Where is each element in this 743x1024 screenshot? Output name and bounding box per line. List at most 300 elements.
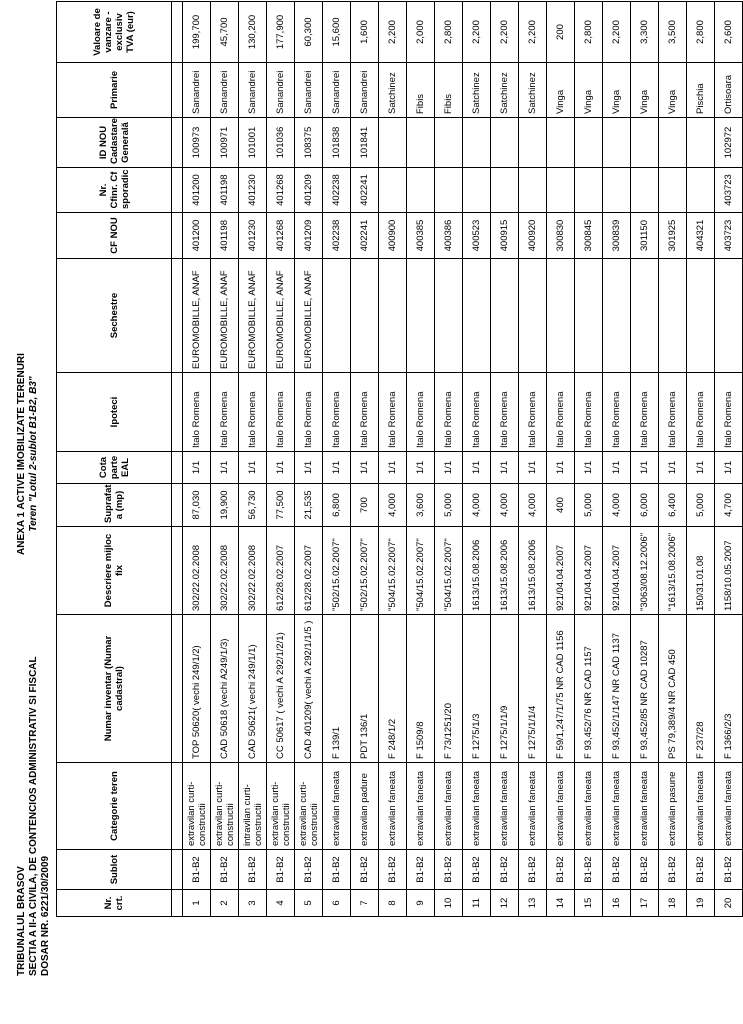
table-cell: 21,535 — [295, 484, 323, 527]
table-cell — [323, 259, 351, 373]
table-cell: F 93,452/1/147 NR CAD 1137 — [603, 615, 631, 763]
column-header: Suprafat a (mp) — [57, 484, 172, 527]
table-cell: PS 79,389/4 NR CAD 450 — [659, 615, 687, 763]
table-cell: CAD 50618 (vechi A249/1/3) — [211, 615, 239, 763]
table-cell: Italo Romena — [183, 373, 211, 452]
table-cell: 403723 — [715, 213, 743, 259]
table-cell: 921/04.04.2007 — [575, 527, 603, 615]
table-cell: Sanandrei — [211, 63, 239, 118]
table-cell: 200 — [547, 2, 575, 63]
table-cell: Italo Romena — [715, 373, 743, 452]
table-cell — [575, 259, 603, 373]
table-cell: 8 — [379, 890, 407, 917]
table-cell: 4,000 — [603, 484, 631, 527]
table-cell: extravilan faneata — [379, 763, 407, 850]
table-cell: 100973 — [183, 118, 211, 168]
table-cell: Satchinez — [379, 63, 407, 118]
table-cell: TOP 50620( vechi 249/1/2) — [183, 615, 211, 763]
table-cell: 60,300 — [295, 2, 323, 63]
table-cell: Italo Romena — [519, 373, 547, 452]
column-header: Ipoteci — [57, 373, 172, 452]
table-cell: Italo Romena — [435, 373, 463, 452]
table-cell: B1-B2 — [351, 850, 379, 890]
table-cell: B1-B2 — [687, 850, 715, 890]
table-cell: 77,500 — [267, 484, 295, 527]
table-cell: 4,700 — [715, 484, 743, 527]
table-cell: Italo Romena — [659, 373, 687, 452]
table-cell — [519, 118, 547, 168]
annex-header — [16, 304, 40, 604]
table-cell — [379, 259, 407, 373]
column-header: Valoare de vanzare - exclusiv TVA (eur) — [57, 2, 172, 63]
table-cell: 612/28.02.2007 — [295, 527, 323, 615]
table-cell: Italo Romena — [631, 373, 659, 452]
assets-table — [56, 1, 743, 917]
table-cell: "504/15.02.2007" — [379, 527, 407, 615]
column-header: Numar inventar (Numar cadastral) — [57, 615, 172, 763]
table-row — [435, 2, 463, 917]
table-cell — [379, 168, 407, 213]
table-cell: 6 — [323, 890, 351, 917]
spacer-row — [172, 2, 183, 917]
table-cell: Italo Romena — [323, 373, 351, 452]
table-cell: 2,600 — [715, 2, 743, 63]
table-cell: 1/1 — [631, 452, 659, 484]
table-cell: Italo Romena — [239, 373, 267, 452]
table-cell: 10 — [435, 890, 463, 917]
table-cell: F 248/1/2 — [379, 615, 407, 763]
column-header: Sechestre — [57, 259, 172, 373]
table-cell: B1-B2 — [435, 850, 463, 890]
table-cell: 1158/10.05.2007 — [715, 527, 743, 615]
table-cell: B1-B2 — [323, 850, 351, 890]
table-cell: Vinga — [575, 63, 603, 118]
table-cell: 1/1 — [435, 452, 463, 484]
table-cell: 1/1 — [183, 452, 211, 484]
table-cell: F 1275/1/1/9 — [491, 615, 519, 763]
court-section: SECTIA A II-A CIVILA, DE CONTENCIOS ADMINISTRATIV SI FISCAL — [28, 656, 39, 976]
table-cell: Ortisoara — [715, 63, 743, 118]
table-cell: 401198 — [211, 213, 239, 259]
table-cell: 4,000 — [463, 484, 491, 527]
table-cell: 401200 — [183, 168, 211, 213]
table-cell — [715, 259, 743, 373]
table-cell: extravilan faneata — [603, 763, 631, 850]
table-cell: extravilan faneata — [715, 763, 743, 850]
table-cell: extravilan faneata — [547, 763, 575, 850]
table-cell: "1613/15.08.2006" — [659, 527, 687, 615]
table-cell: 401230 — [239, 213, 267, 259]
table-cell: 1/1 — [323, 452, 351, 484]
table-cell: 2,800 — [687, 2, 715, 63]
table-cell: 100971 — [211, 118, 239, 168]
table-cell: 108375 — [295, 118, 323, 168]
table-row — [547, 2, 575, 917]
table-cell: 402238 — [323, 213, 351, 259]
table-cell: Vinga — [603, 63, 631, 118]
table-cell: 1/1 — [267, 452, 295, 484]
table-row — [603, 2, 631, 917]
table-cell: 4 — [267, 890, 295, 917]
table-header-row — [57, 2, 172, 917]
table-cell — [687, 168, 715, 213]
table-cell: Sanandrei — [239, 63, 267, 118]
table-cell: "502/15.02.2007" — [323, 527, 351, 615]
table-cell: B1-B2 — [547, 850, 575, 890]
table-cell: Sanandrei — [351, 63, 379, 118]
table-cell: EUROMOBILLE, ANAF — [211, 259, 239, 373]
table-cell — [407, 259, 435, 373]
column-header: Nr. crt. — [57, 890, 172, 917]
table-cell: extravilan faneata — [631, 763, 659, 850]
table-cell: 9 — [407, 890, 435, 917]
table-cell: extravilan faneata — [491, 763, 519, 850]
table-row — [715, 2, 743, 917]
table-cell — [659, 168, 687, 213]
table-cell: 1/1 — [491, 452, 519, 484]
table-cell — [351, 259, 379, 373]
table-cell: Italo Romena — [603, 373, 631, 452]
table-cell: Italo Romena — [351, 373, 379, 452]
table-cell: Sanandrei — [323, 63, 351, 118]
table-cell: Fibis — [407, 63, 435, 118]
table-cell: 19 — [687, 890, 715, 917]
table-cell: CAD 401209( vechi A 292/1/1/5 ) — [295, 615, 323, 763]
table-cell: 5,000 — [435, 484, 463, 527]
table-cell: Satchinez — [463, 63, 491, 118]
table-cell — [603, 259, 631, 373]
table-cell: 301925 — [659, 213, 687, 259]
table-cell: B1-B2 — [295, 850, 323, 890]
table-cell: 401230 — [239, 168, 267, 213]
table-row — [491, 2, 519, 917]
table-cell: B1-B2 — [575, 850, 603, 890]
column-header: Categorie teren — [57, 763, 172, 850]
table-cell: B1-B2 — [715, 850, 743, 890]
table-cell: B1-B2 — [659, 850, 687, 890]
table-cell: 3 — [239, 890, 267, 917]
table-cell: 300845 — [575, 213, 603, 259]
table-cell: 5,000 — [575, 484, 603, 527]
table-cell: Italo Romena — [267, 373, 295, 452]
table-cell: B1-B2 — [491, 850, 519, 890]
table-cell: 150/31.01.08 — [687, 527, 715, 615]
table-cell: Sanandrei — [267, 63, 295, 118]
table-row — [659, 2, 687, 917]
table-cell: 199,700 — [183, 2, 211, 63]
table-cell: EUROMOBILLE, ANAF — [183, 259, 211, 373]
table-cell: Sanandrei — [295, 63, 323, 118]
table-cell: 400915 — [491, 213, 519, 259]
table-cell — [575, 118, 603, 168]
table-cell: Satchinez — [491, 63, 519, 118]
table-cell: Italo Romena — [211, 373, 239, 452]
column-header: Primarie — [57, 63, 172, 118]
table-cell: 16 — [603, 890, 631, 917]
table-cell: 400900 — [379, 213, 407, 259]
table-row — [351, 2, 379, 917]
column-header: ID NOU Cadastare Generală — [57, 118, 172, 168]
column-header: CF NOU — [57, 213, 172, 259]
table-cell — [435, 168, 463, 213]
table-cell — [631, 118, 659, 168]
table-cell: 4,000 — [379, 484, 407, 527]
table-cell: 302/22.02.2008 — [239, 527, 267, 615]
table-cell: 2,200 — [519, 2, 547, 63]
table-cell: 1/1 — [547, 452, 575, 484]
table-cell: B1-B2 — [267, 850, 295, 890]
table-cell: CAD 50621( vechi 249/1/1) — [239, 615, 267, 763]
column-header: Cota parte EAL — [57, 452, 172, 484]
table-cell: "3063/08.12.2006" — [631, 527, 659, 615]
table-cell: 13 — [519, 890, 547, 917]
table-cell: F 93,452/76 NR CAD 1157 — [575, 615, 603, 763]
table-cell: CC 50617 ( vechi A 292/1/2/1) — [267, 615, 295, 763]
table-cell: extravilan faneata — [687, 763, 715, 850]
table-cell: 400920 — [519, 213, 547, 259]
table-cell: Italo Romena — [379, 373, 407, 452]
table-cell: 177,900 — [267, 2, 295, 63]
table-cell — [491, 259, 519, 373]
table-cell — [491, 118, 519, 168]
table-cell: extravilan faneata — [519, 763, 547, 850]
table-cell — [547, 259, 575, 373]
table-cell: EUROMOBILLE, ANAF — [239, 259, 267, 373]
case-number: DOSAR NR. 6221/30/2009 — [40, 855, 51, 976]
table-row — [407, 2, 435, 917]
annex-title: ANEXA 1 ACTIVE IMOBILIZATE TERENURI — [16, 353, 27, 555]
table-cell: "502/15.02.2007" — [351, 527, 379, 615]
table-cell — [603, 168, 631, 213]
table-cell: 6,400 — [659, 484, 687, 527]
table-cell: Italo Romena — [463, 373, 491, 452]
table-cell: extravilan faneata — [575, 763, 603, 850]
table-cell: 3,600 — [407, 484, 435, 527]
column-header: Descriere mijloc fix — [57, 527, 172, 615]
table-cell: 3,500 — [659, 2, 687, 63]
column-header: Sublot — [57, 850, 172, 890]
table-cell: 2,200 — [603, 2, 631, 63]
table-cell: 300839 — [603, 213, 631, 259]
table-cell: B1-B2 — [603, 850, 631, 890]
table-cell: F 1275/1/1/4 — [519, 615, 547, 763]
table-cell: 401209 — [295, 213, 323, 259]
table-cell — [631, 168, 659, 213]
table-cell: 87,030 — [183, 484, 211, 527]
table-cell: F 237/28 — [687, 615, 715, 763]
table-cell: extravilan curti-constructii — [183, 763, 211, 850]
table-cell: 402241 — [351, 213, 379, 259]
table-cell — [435, 118, 463, 168]
table-cell: extravilan curti-constructii — [211, 763, 239, 850]
table-cell — [379, 118, 407, 168]
table-row — [267, 2, 295, 917]
table-cell: 101838 — [323, 118, 351, 168]
table-cell: 1613/15.08.2006 — [491, 527, 519, 615]
table-cell: 6,800 — [323, 484, 351, 527]
table-row — [519, 2, 547, 917]
table-cell: 1/1 — [603, 452, 631, 484]
table-cell: B1-B2 — [631, 850, 659, 890]
table-cell: 1 — [183, 890, 211, 917]
table-cell: 300830 — [547, 213, 575, 259]
table-cell: 403723 — [715, 168, 743, 213]
table-cell: Italo Romena — [295, 373, 323, 452]
table-cell: 101036 — [267, 118, 295, 168]
table-cell: 400386 — [435, 213, 463, 259]
table-cell: 401268 — [267, 168, 295, 213]
table-cell — [463, 118, 491, 168]
column-header: Nr. Cfinr. Cf sporadic — [57, 168, 172, 213]
table-cell: EUROMOBILLE, ANAF — [267, 259, 295, 373]
table-cell: 2,200 — [463, 2, 491, 63]
table-row — [575, 2, 603, 917]
table-cell: 11 — [463, 890, 491, 917]
table-cell: 1/1 — [575, 452, 603, 484]
table-cell — [547, 118, 575, 168]
table-cell: 1/1 — [519, 452, 547, 484]
table-cell: 1/1 — [463, 452, 491, 484]
table-cell: 102972 — [715, 118, 743, 168]
table-cell — [463, 259, 491, 373]
table-row — [463, 2, 491, 917]
table-cell: 12 — [491, 890, 519, 917]
table-cell: Vinga — [631, 63, 659, 118]
court-name: TRIBUNALUL BRASOV — [16, 866, 27, 976]
table-cell: 302/22.02.2008 — [211, 527, 239, 615]
table-cell: extravilan faneata — [323, 763, 351, 850]
table-row — [323, 2, 351, 917]
table-row — [687, 2, 715, 917]
table-cell: PDT 136/1 — [351, 615, 379, 763]
table-row — [631, 2, 659, 917]
table-cell — [463, 168, 491, 213]
table-cell: 401198 — [211, 168, 239, 213]
table-cell: 400 — [547, 484, 575, 527]
table-cell: 101841 — [351, 118, 379, 168]
table-cell — [687, 118, 715, 168]
table-cell: 2,200 — [491, 2, 519, 63]
table-cell: 18 — [659, 890, 687, 917]
table-cell: Italo Romena — [491, 373, 519, 452]
table-cell: 17 — [631, 890, 659, 917]
table-cell — [547, 168, 575, 213]
table-cell — [687, 259, 715, 373]
table-cell — [659, 259, 687, 373]
table-cell: extravilan curti-constructii — [267, 763, 295, 850]
table-cell: 1/1 — [295, 452, 323, 484]
annex-subtitle: Teren "Lotul 2-sublot B1-B2, B3" — [28, 376, 39, 532]
table-cell: 2,200 — [379, 2, 407, 63]
table-cell: 700 — [351, 484, 379, 527]
table-cell: 400385 — [407, 213, 435, 259]
table-cell: 20 — [715, 890, 743, 917]
table-cell: 1/1 — [687, 452, 715, 484]
table-cell: "504/15.02.2007" — [407, 527, 435, 615]
table-cell: 401268 — [267, 213, 295, 259]
court-header — [16, 656, 52, 976]
table-cell: Italo Romena — [575, 373, 603, 452]
table-cell: 15 — [575, 890, 603, 917]
table-cell: 612/28.02.2007 — [267, 527, 295, 615]
table-cell: 4,000 — [519, 484, 547, 527]
table-cell — [631, 259, 659, 373]
table-cell: 19,900 — [211, 484, 239, 527]
table-cell: F 1366/2/3 — [715, 615, 743, 763]
table-cell: 5,000 — [687, 484, 715, 527]
table-cell: Satchinez — [519, 63, 547, 118]
table-cell: 45,700 — [211, 2, 239, 63]
table-cell: 1/1 — [211, 452, 239, 484]
table-cell: "504/15.02.2007" — [435, 527, 463, 615]
table-cell: 56,730 — [239, 484, 267, 527]
table-cell: 921/04.04.2007 — [547, 527, 575, 615]
table-cell — [519, 259, 547, 373]
table-cell: 130,200 — [239, 2, 267, 63]
table-cell: 1/1 — [659, 452, 687, 484]
table-cell: B1-B2 — [407, 850, 435, 890]
table-cell: Vinga — [659, 63, 687, 118]
table-cell — [435, 259, 463, 373]
table-cell: extravilan pasune — [659, 763, 687, 850]
table-cell: 15,600 — [323, 2, 351, 63]
table-cell: 401200 — [183, 213, 211, 259]
table-cell: 7 — [351, 890, 379, 917]
table-cell: F 1275/1/3 — [463, 615, 491, 763]
table-cell: 2,800 — [575, 2, 603, 63]
table-cell: 301150 — [631, 213, 659, 259]
table-cell: 302/22.02.2008 — [183, 527, 211, 615]
table-cell: 1/1 — [407, 452, 435, 484]
table-cell: Vinga — [547, 63, 575, 118]
table-cell: F 1509/8 — [407, 615, 435, 763]
table-cell: B1-B2 — [183, 850, 211, 890]
table-cell: B1-B2 — [379, 850, 407, 890]
table-cell: extravilan padure — [351, 763, 379, 850]
table-cell: extravilan curti-constructii — [295, 763, 323, 850]
table-cell: extravilan faneata — [435, 763, 463, 850]
table-cell: B1-B2 — [239, 850, 267, 890]
table-cell: 921/04.04.2007 — [603, 527, 631, 615]
table-cell: F 139/1 — [323, 615, 351, 763]
table-cell: 1/1 — [239, 452, 267, 484]
table-cell: 1613/15.08.2006 — [519, 527, 547, 615]
table-cell: 1/1 — [715, 452, 743, 484]
table-cell: 1,600 — [351, 2, 379, 63]
table-cell: 4,000 — [491, 484, 519, 527]
table-cell: 404321 — [687, 213, 715, 259]
table-cell: B1-B2 — [463, 850, 491, 890]
table-cell: 402241 — [351, 168, 379, 213]
table-cell: Italo Romena — [407, 373, 435, 452]
table-cell: 401209 — [295, 168, 323, 213]
table-row — [295, 2, 323, 917]
table-cell: F 73/1251/20 — [435, 615, 463, 763]
table-cell — [407, 118, 435, 168]
table-cell: 2,800 — [435, 2, 463, 63]
table-cell: 2 — [211, 890, 239, 917]
table-cell: B1-B2 — [211, 850, 239, 890]
table-row — [211, 2, 239, 917]
table-cell — [491, 168, 519, 213]
table-cell — [519, 168, 547, 213]
table-cell: F 59/1,247/1/75 NR CAD 1156 — [547, 615, 575, 763]
table-cell: Italo Romena — [547, 373, 575, 452]
table-cell: Fibis — [435, 63, 463, 118]
table-cell: 2,000 — [407, 2, 435, 63]
table-cell: intravilan curti-constructii — [239, 763, 267, 850]
table-cell: Pischia — [687, 63, 715, 118]
